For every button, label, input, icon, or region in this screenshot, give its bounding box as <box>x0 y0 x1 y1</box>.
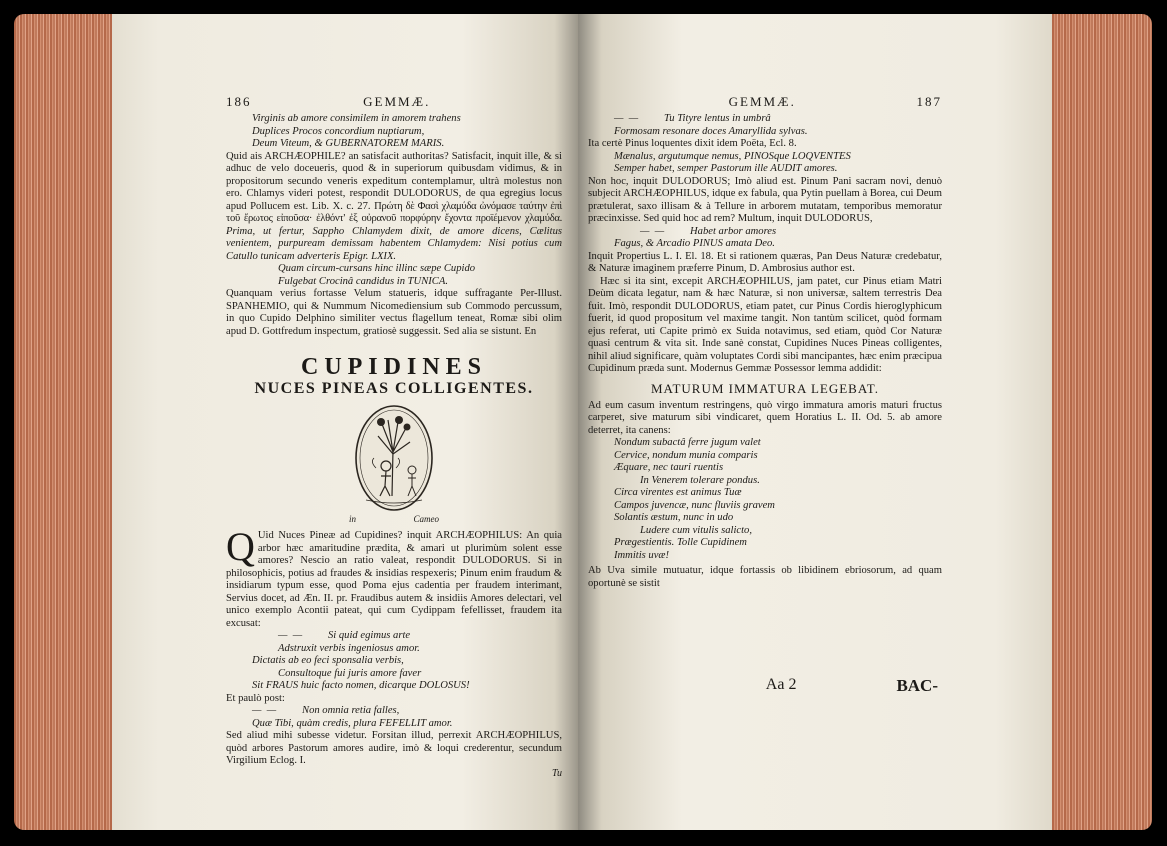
running-head-left <box>226 94 562 110</box>
paragraph <box>226 151 562 264</box>
verse-line: Nondum subactâ ferre jugum valet <box>614 437 761 448</box>
paragraph-text: Uid Nuces Pineæ ad Cupidines? inquit ARCHÆOPHILUS: An quia arbor hæc amaritudine prædita, & amari ut plurimùm solent esse amores? Nescio an ratio valeat, respondit DULODORUS. Si in philosophicis, potius ad fraudes & insidias respexeris; Pinum enim fraudum & insidiarum typum esse, quod Poma ejus cadentia per fraudem interimant, Servius docet, ad Æn. II. pr. Fraudibus autem & insidiis Amores delectari, vel unico exemplo Acontii pateat, qui cum Cydippam fefellisset, fraudem ita excusat: <box>226 530 562 629</box>
verse-line: — — Si quid egimus arte <box>278 630 411 641</box>
left-page <box>112 14 578 830</box>
paragraph-text: Quid ais ARCHÆOPHILE? an satisfacit authoritas? Satisfacit, inquit ille, & si adhuc de velo doceueris, quod & in superiorum quibusdam vidimus, & in propositorum secundo veneris expeditum contemplamur, ultrà molestus non ero. Chlamys videri potest, respondit DULODORUS, de qua egregius locus apud Pollucem est. Lib. X. c. 27. <box>226 150 562 212</box>
engraving-subtitle: NUCES PINEAS COLLIGENTES. <box>254 380 534 397</box>
cameo-caption-right: Cameo <box>413 514 439 524</box>
paragraph: Inquit Propertius L. I. El. 18. Et si rationem quæras, Pan Deus Naturæ credebatur, & Naturæ imaginem præferre Pinum, D. Ambrosius author est. <box>588 250 942 274</box>
page-edges-left <box>14 14 114 830</box>
verse-line: Virginis ab amore consimilem in amorem trahens <box>252 113 461 124</box>
greek-quote: Πρώτη δὲ Φασὶ χλαμύδα ὠνόμασε ταύτην ἐπὶ τοῦ ἔρωτος εἰποῦσα· ἐλθόντ' ἐξ οὐρανοῦ πορφύρην ἔχοντα προϊέμενον χλαμύδα. <box>226 200 562 224</box>
catchword-left: Tu <box>551 767 562 779</box>
paragraph: Sed aliud mihi subesse videtur. Forsitan illud, perrexit ARCHÆOPHILUS, quòd arbores Pastorum amores audire, imò & loqui crederentur, secundum Virgilium Eclog. I. <box>226 730 562 766</box>
verse-line: — — Tu Tityre lentus in umbrâ <box>614 113 771 124</box>
page-number-187: 187 <box>916 94 942 109</box>
verse-line: Adstruxit verbis ingeniosus amor. <box>278 642 420 654</box>
verse-line: Campos juvencæ, nunc fluviis gravem <box>614 499 775 511</box>
verse-line: Æquare, nec tauri ruentis <box>614 462 724 473</box>
paragraph: Ita certè Pinus loquentes dixit idem Poëta, Ecl. 8. <box>588 138 797 149</box>
cameo-caption <box>349 514 439 524</box>
paragraph: Hæc si ita sint, excepit ARCHÆOPHILUS, jam patet, cur Pinus etiam Matri Deùm dicata legatur, nam & hæc Naturæ, si non universæ, saltem terrestris Dea fuit. Imò, respondit DULODORUS, etiam patet, cur Pinus Cordis hieroglyphicum fuerit, id quod propositum vel maxime tangit. Non tantùm scilicet, quòd formam ejus referat, uti Capite primò ex Suida notavimus, sed etiam, quòd Cor Naturæ quasi centrum & vita sit. Inde sanè constat, Cupidines Nuces Pineas colligentes, nihil aliud significare, quàm voluptates Cordi sibi mancipantes, hæc enim præcipua Cupidinum præda sunt. Modernus Gemmæ Possessor lemma addidit: <box>588 275 942 374</box>
catchword-right: BAC- <box>896 676 938 695</box>
running-head-title: GEMMÆ. <box>363 94 431 109</box>
verse-line: Formosam resonare doces Amaryllida sylvas. <box>614 125 808 137</box>
paragraph <box>226 524 562 630</box>
signature-mark: Aa 2 <box>765 676 797 693</box>
engraving-title: CUPIDINES <box>300 354 488 380</box>
verse-line: Deum Viteum, & GUBERNATOREM MARIS. <box>252 138 445 149</box>
paragraph: Non hoc, inquit DULODORUS; Imò aliud est. Pinum Pani sacram novi, denuò subjecit ARCHÆOPHILUS, idque ex fabula, qua Pytin puellam à Borea, cui Deum prætulerat, saxo illisam & à Tellure in arborem mutatam, temporibus memoratur præcinxisse. Sed quid hoc ad rem? Multum, inquit DULODORUS, <box>588 175 942 224</box>
paragraph: Quanquam verius fortasse Velum statueris, idque suffragante Per-Illust. SPANHEMIO, qui & Nummum Nicomediensium sub Commodo percussum, in quo Cupido Delphino similiter vectus flagellum teneat, Romæ sibi olim apud D. Gottfredum inspectum, gratiosè suggessit. Sed alia se sistunt. En <box>226 288 562 337</box>
verse-line: Dictatis ab eo feci sponsalia verbis, <box>252 655 404 666</box>
lemma-heading: MATURUM IMMATURA LEGEBAT. <box>650 380 880 396</box>
verse-line: Mænalus, argutumque nemus, PINOSque LOQVENTES <box>614 150 851 162</box>
verse-line: Quæ Tibi, quàm credis, plura FEFELLIT amor. <box>252 717 453 729</box>
verse-line: Immitis uvæ! <box>614 549 670 561</box>
page-number-186: 186 <box>226 94 252 109</box>
verse-line: — — Non omnia retia falles, <box>252 705 400 716</box>
verse-line: Fagus, & Arcadio PINUS amata Deo. <box>614 238 775 249</box>
page-footer <box>588 676 942 696</box>
verse-line: Sit FRAUS huic facto nomen, dicarque DOLOSUS! <box>252 680 470 691</box>
verse-line: Prægestientis. Tolle Cupidinem <box>614 537 747 548</box>
verse-line: Cervice, nondum munia comparis <box>614 449 758 461</box>
paragraph: Et paulò post: <box>226 692 285 704</box>
verse-line: Solantis æstum, nunc in udo <box>614 512 734 523</box>
verse-line: — — Habet arbor amores <box>640 225 777 237</box>
drop-cap: Q <box>226 524 255 569</box>
verse-line: In Venerem tolerare pondus. <box>640 474 760 486</box>
right-page <box>578 14 1052 830</box>
running-head-right <box>588 94 942 110</box>
cameo-engraving <box>352 402 436 514</box>
page-edges-right <box>1052 14 1152 830</box>
paragraph: Ab Uva simile mutuatur, idque fortassis ob libidinem ebriosorum, ad quam oportunè se sistit <box>588 565 942 589</box>
verse-line: Consultoque fui juris amore faver <box>278 667 422 679</box>
running-head-title: GEMMÆ. <box>728 94 796 109</box>
verse-line: Ludere cum vitulis salicto, <box>640 524 753 536</box>
verse-line: Semper habet, semper Pastorum ille AUDIT amores. <box>614 163 838 174</box>
verse-line: Quam circum-cursans hinc illinc sæpe Cupido <box>278 263 476 274</box>
cameo-caption-left: in <box>349 514 357 524</box>
paragraph: Ad eum casum inventum restringens, quò virgo immatura amoris maturi fructus carperet, sive maturum sibi vindicaret, quem Horatius L. II. Od. 5. ab amore deterret, ita canens: <box>588 399 942 436</box>
paragraph-text: Prima, ut fertur, Sappho Chlamydem dixit, de amore dicens, Cælitus venientem, purpuream demissam habentem Chlamydem: Nisi potius cum Catullo tunicam adverteris Epigr. LXIX. <box>226 225 562 262</box>
verse-line: Circa virentes est animus Tuæ <box>614 487 742 498</box>
verse-line: Fulgebat Crocinâ candidus in TUNICA. <box>278 275 448 287</box>
verse-line: Duplices Procos concordium nuptiarum, <box>252 125 425 137</box>
